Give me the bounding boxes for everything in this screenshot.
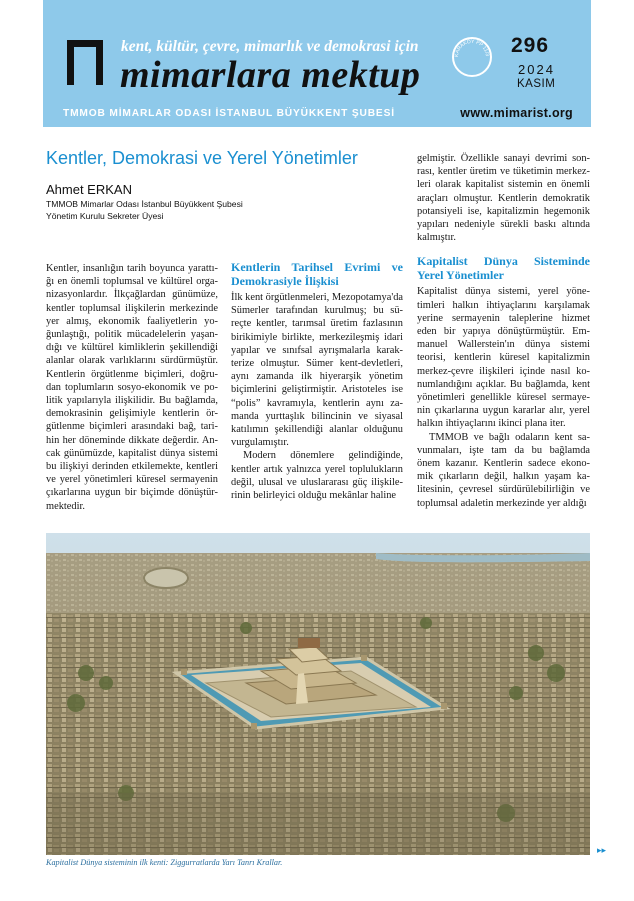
double-chevron-right-icon[interactable]: ▸▸ xyxy=(597,846,607,856)
bracket-logo-icon xyxy=(67,40,103,85)
issue-number: 296 xyxy=(511,34,550,57)
seal-text: KARAKÖY PP 11/3 xyxy=(453,38,491,58)
author-name: Ahmet ERKAN xyxy=(46,182,132,197)
issue-year: 2024 xyxy=(518,62,555,77)
masthead-title: mimarlara mektup xyxy=(120,54,421,96)
author-role: Yönetim Kurulu Sekreter Üyesi xyxy=(46,211,164,221)
body-paragraph: İlk kent örgütlenmeleri, Mezopotamya'da Sümerler tarafından kurulmuş; bu sü-reçte kentler, tarımsal üretim fazlasının birikimiyle birlikte, merkezileşmiş idari yapılar ve sınıfsal ayrışmalarla karak-terize olmuştur. Sümer kent-devletleri, aynı zamanda ilk hiyerarşik yönetim biçimlerini geliştirmiştir. Aristoteles ise “polis” kavramıyla, kentlerin aynı za-manda yurttaşlık bilincinin ve siyasal katılımın şekillendiği alanlar olduğunu vurgulamıştır. xyxy=(231,292,403,449)
section-heading: Kentlerin Tarihsel Evrimi ve Demokrasiyle İlişkisi xyxy=(231,260,403,288)
issue-month: KASIM xyxy=(517,78,556,90)
website-link[interactable]: www.mimarist.org xyxy=(460,106,573,120)
section-heading: Kapitalist Dünya Sisteminde Yerel Yönetimler xyxy=(417,254,590,283)
tagline: kent, kültür, çevre, mimarlık ve demokrasi için xyxy=(121,38,419,55)
article-title: Kentler, Demokrasi ve Yerel Yönetimler xyxy=(46,148,358,168)
column-3 xyxy=(417,152,590,510)
body-paragraph: Kapitalist dünya sistemi, yerel yöne-timleri halkın ihtiyaçlarını karşılamak yerine sermayenin taleplerine hizmet eden bir yapıya dönüştürmüştür. Em-manuel Wallerstein'ın dünya sistemi teorisi, kentlerin küresel kapitalizmin merkez-çevre ilişkileri içinde nasıl ko-numlandığını açıklar. Bu bağlamda, kent yönetimleri genellikle küresel sermaye-nin çıkarlarına uygun kararlar alır, yerel halkın ihtiyaçlarını ikinci plana iter. xyxy=(417,286,590,430)
svg-text:KARAKÖY PP 11/333 xyxy=(452,37,490,57)
organization-line: TMMOB MİMARLAR ODASI İSTANBUL BÜYÜKKENT ŞUBESİ xyxy=(63,108,395,119)
author-affiliation: TMMOB Mimarlar Odası İstanbul Büyükkent Şubesi xyxy=(46,199,243,209)
body-paragraph: Modern dönemlere gelindiğinde, kentler artık yalnızca yerel toplulukların değil, ulusal ve uluslararası güç ilişkile-rinin belirleyici olduğu mekânlar haline xyxy=(231,450,403,502)
image-caption: Kapitalist Dünya sisteminin ilk kenti: Ziggurratlarda Yarı Tanrı Krallar. xyxy=(46,858,283,867)
column-2 xyxy=(231,260,403,502)
ziggurat-city-illustration xyxy=(46,533,590,855)
masthead-header xyxy=(43,0,591,127)
column-1 xyxy=(46,262,218,513)
postal-seal-icon xyxy=(452,37,492,77)
body-paragraph: TMMOB ve bağlı odaların kent sa-vunmaları, işte tam da bu bağlamda önem kazanır. Kentlerin sadece ekono-mik çıkarların değil, halkın yaşam ka-litesinin, çevresel sürdürülebilirliğin ve toplumsal adaletin merkezinde yer aldığı xyxy=(417,431,590,509)
body-paragraph: Kentler, insanlığın tarih boyunca yarattı-ğı en önemli toplumsal ve kültürel orga-nizasyonlardır. İlkçağlardan günümüze, kentler toplumsal ilişkilerin merkezinde yer almış, ekonomik faaliyetlerin yo-ğunlaştığı, politik mücadelelerin yaşan-dığı ve kültürel kimliklerin şekillendiği alanlar olarak varlıklarını sürdürmüştür. Kentlerin örgütlenme biçimleri, doğru-dan toplumların sosyo-ekonomik ve po-litik yapılarıyla ilişkilidir. Bu bağlamda, demokrasinin gelişimiyle kentlerin ör-gütlenme biçimleri arasındaki bağ, tari-hin her döneminde dikkate değerdir. An-cak günümüzde, kapitalist dünya sistemi bu ilişkiyi derinden etkilemekte, kentleri ve yerel yönetimleri küresel sermayenin çıkarlarına uygun bir biçimde dönüştür-mektedir. xyxy=(46,263,218,512)
body-paragraph: gelmiştir. Özellikle sanayi devrimi son-rası, kentler üretim ve tüketimin merkez-leri olarak kapitalist sistemin en önemli araçları olmuştur. Kentlerin demokratik potansiyeli ise, kapitalizmin hegemonik yapıları nedeniyle sürekli baskı altında kalmıştır. xyxy=(417,153,590,244)
